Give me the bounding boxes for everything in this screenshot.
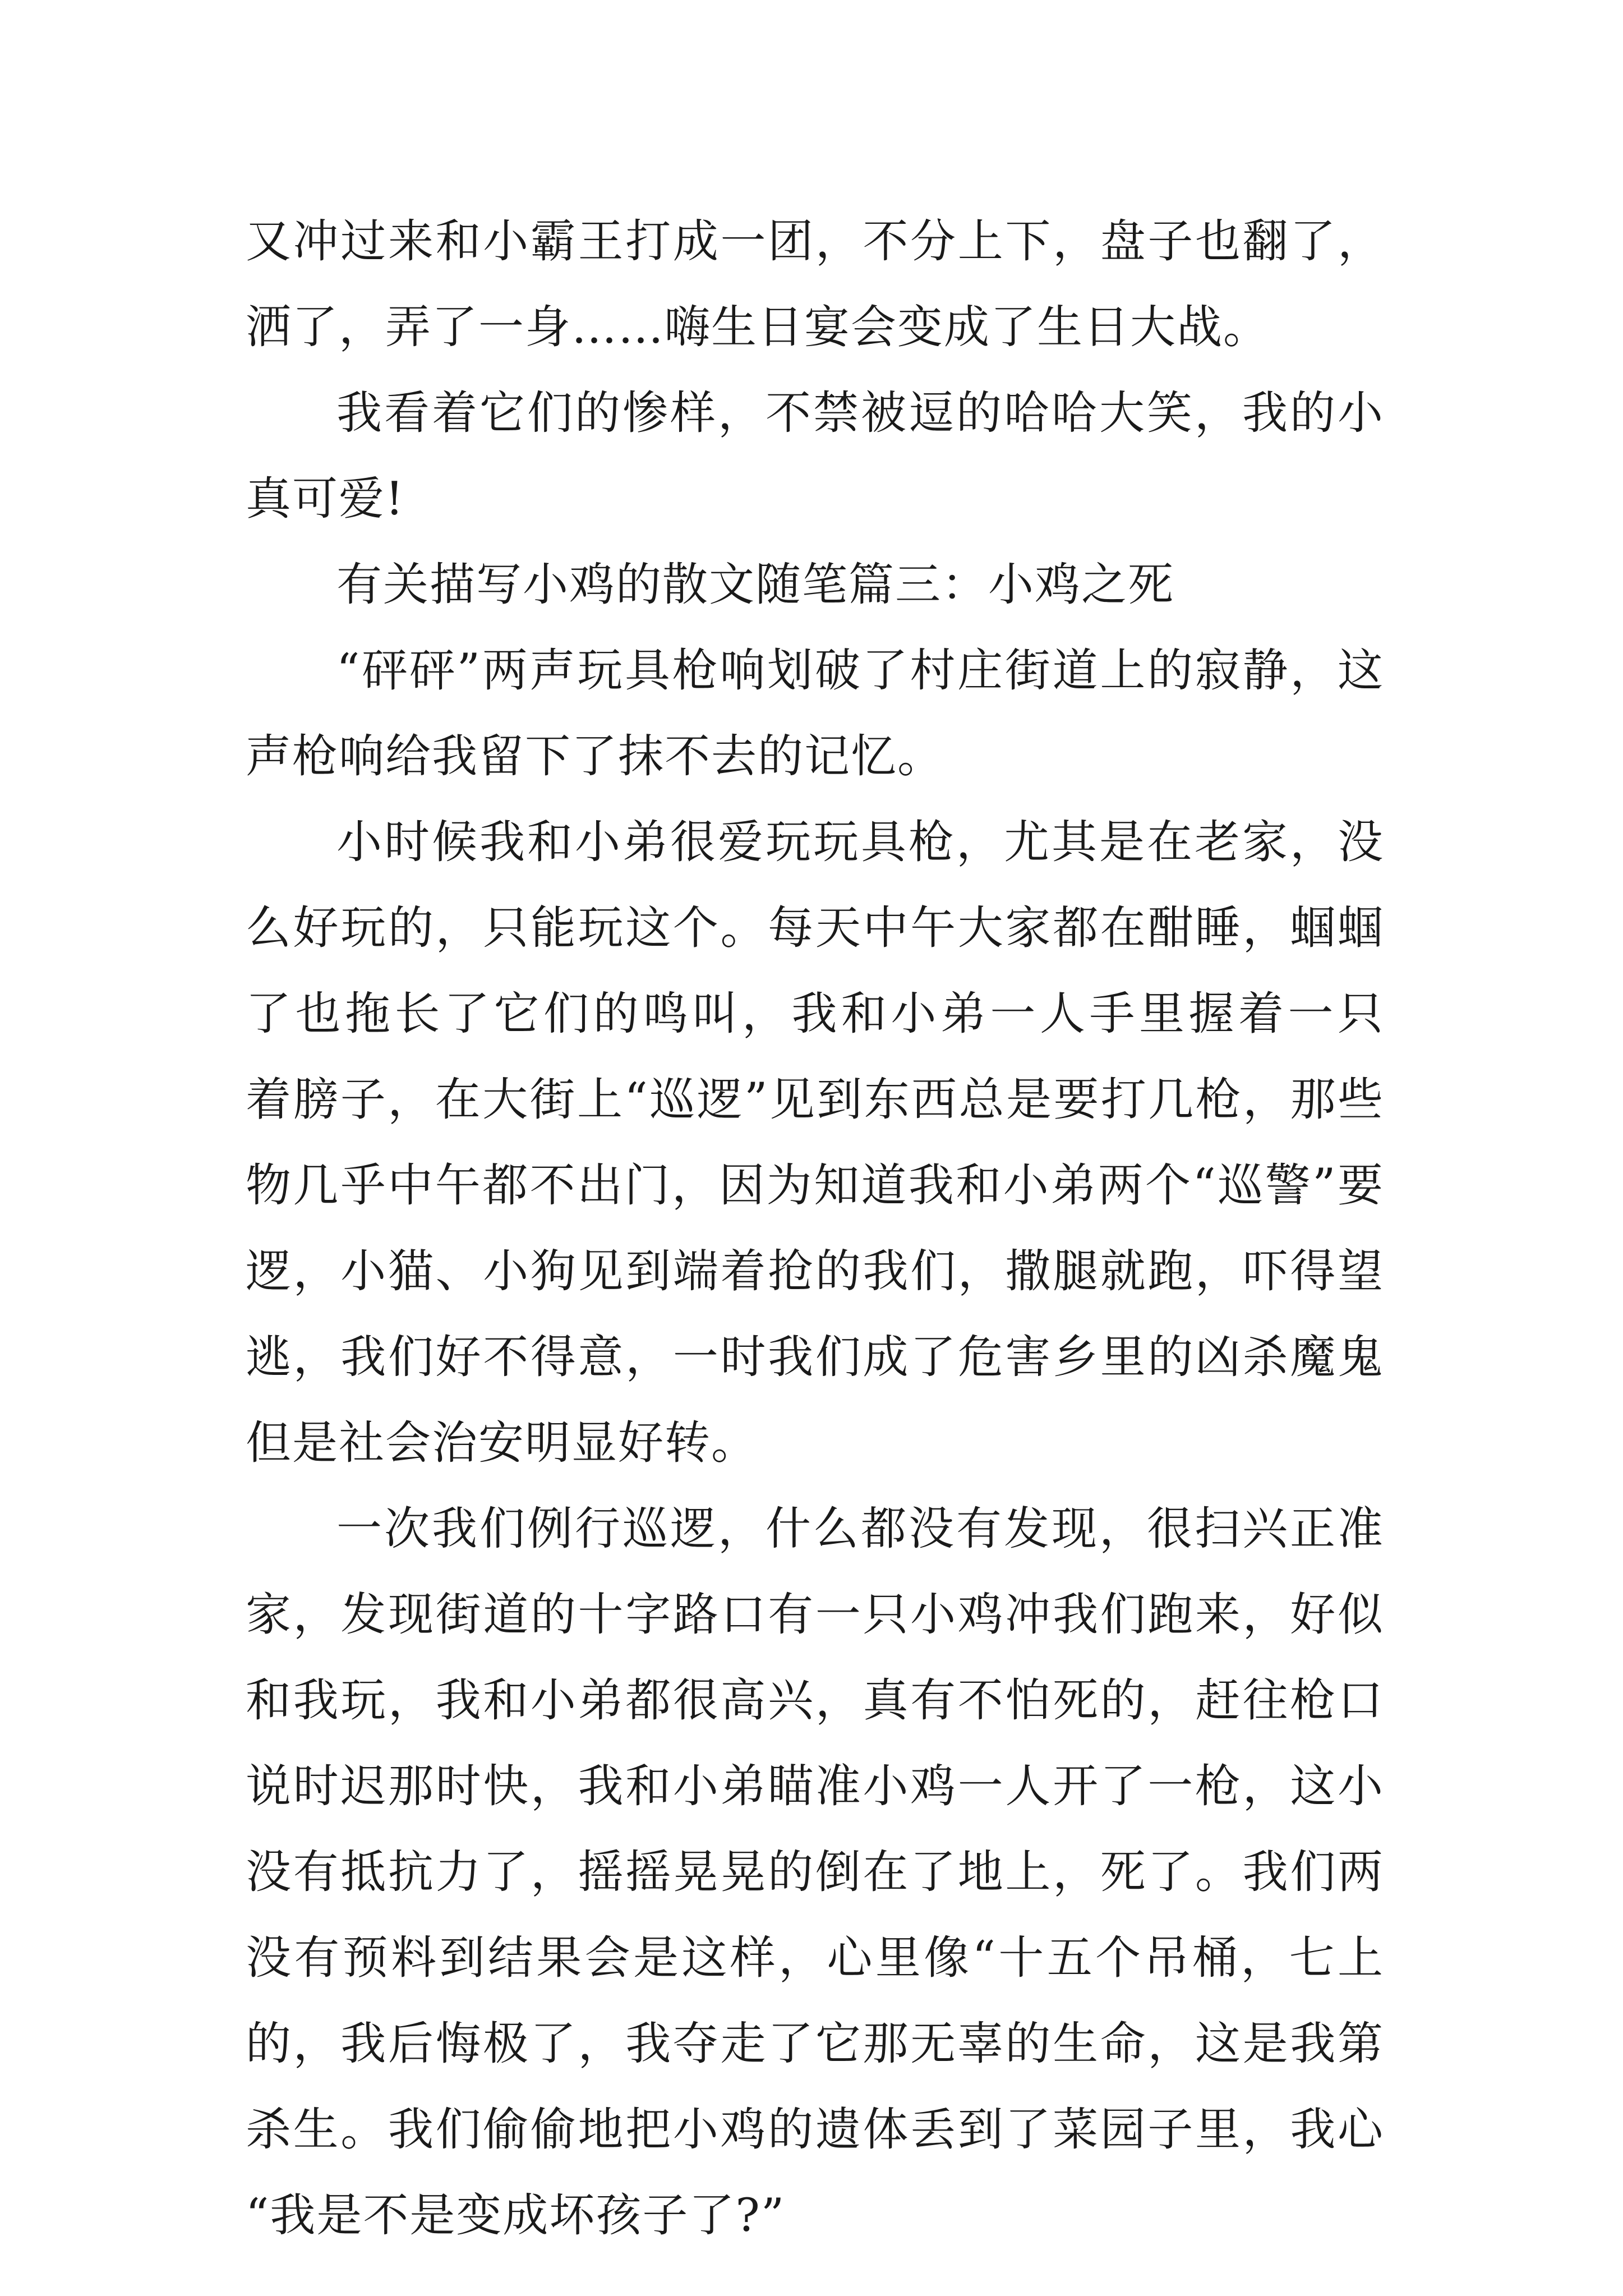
text-line: 没有预料到结果会是这样，心里像“十五个吊桶，七上 [246,1932,1384,1985]
text-line: 和我玩，我和小弟都很高兴，真有不怕死的，赶往枪口 [246,1674,1384,1727]
text-line: 我看着它们的惨样，不禁被逗的哈哈大笑，我的小 [336,387,1384,440]
text-line: “砰砰”两声玩具枪响划破了村庄街道上的寂静，这 [336,645,1384,697]
text-line: 家，发现街道的十字路口有一只小鸡冲我们跑来，好似 [246,1589,1384,1641]
text-line: “我是不是变成坏孩子了?” [246,2189,786,2242]
text-line: 真可爱! [246,473,405,526]
text-line: 有关描写小鸡的散文随笔篇三：小鸡之死 [336,559,1175,611]
text-line: 但是社会治安明显好转。 [246,1417,758,1470]
text-line: 了也拖长了它们的鸣叫，我和小弟一人手里握着一只 [246,988,1384,1041]
text-line: 洒了，弄了一身……嗨生日宴会变成了生日大战。 [246,301,1270,354]
text-line: 小时候我和小弟很爱玩玩具枪，尤其是在老家，没 [336,816,1384,869]
text-line: 逃，我们好不得意，一时我们成了危害乡里的凶杀魔鬼 [246,1331,1384,1384]
text-line: 没有抵抗力了，摇摇晃晃的倒在了地上，死了。我们两 [246,1846,1384,1899]
body-text [246,199,1384,2259]
text-line: 一次我们例行巡逻，什么都没有发现，很扫兴正准 [336,1503,1384,1556]
text-line: 逻，小猫、小狗见到端着抢的我们，撒腿就跑，吓得望 [246,1245,1384,1298]
text-line: 的，我后悔极了，我夺走了它那无辜的生命，这是我第 [246,2018,1384,2070]
text-line: 物几乎中午都不出门，因为知道我和小弟两个“巡警”要 [246,1159,1384,1212]
text-line: 说时迟那时快，我和小弟瞄准小鸡一人开了一枪，这小 [246,1760,1384,1813]
text-line: 么好玩的，只能玩这个。每天中午大家都在酣睡，蝈蝈 [246,902,1384,955]
text-line: 杀生。我们偷偷地把小鸡的遗体丢到了菜园子里，我心 [246,2104,1384,2156]
text-line: 着膀子，在大街上“巡逻”见到东西总是要打几枪，那些 [246,1074,1384,1126]
text-line: 声枪响给我留下了抹不去的记忆。 [246,730,944,783]
text-line: 又冲过来和小霸王打成一团，不分上下，盘子也翻了， [246,215,1384,268]
